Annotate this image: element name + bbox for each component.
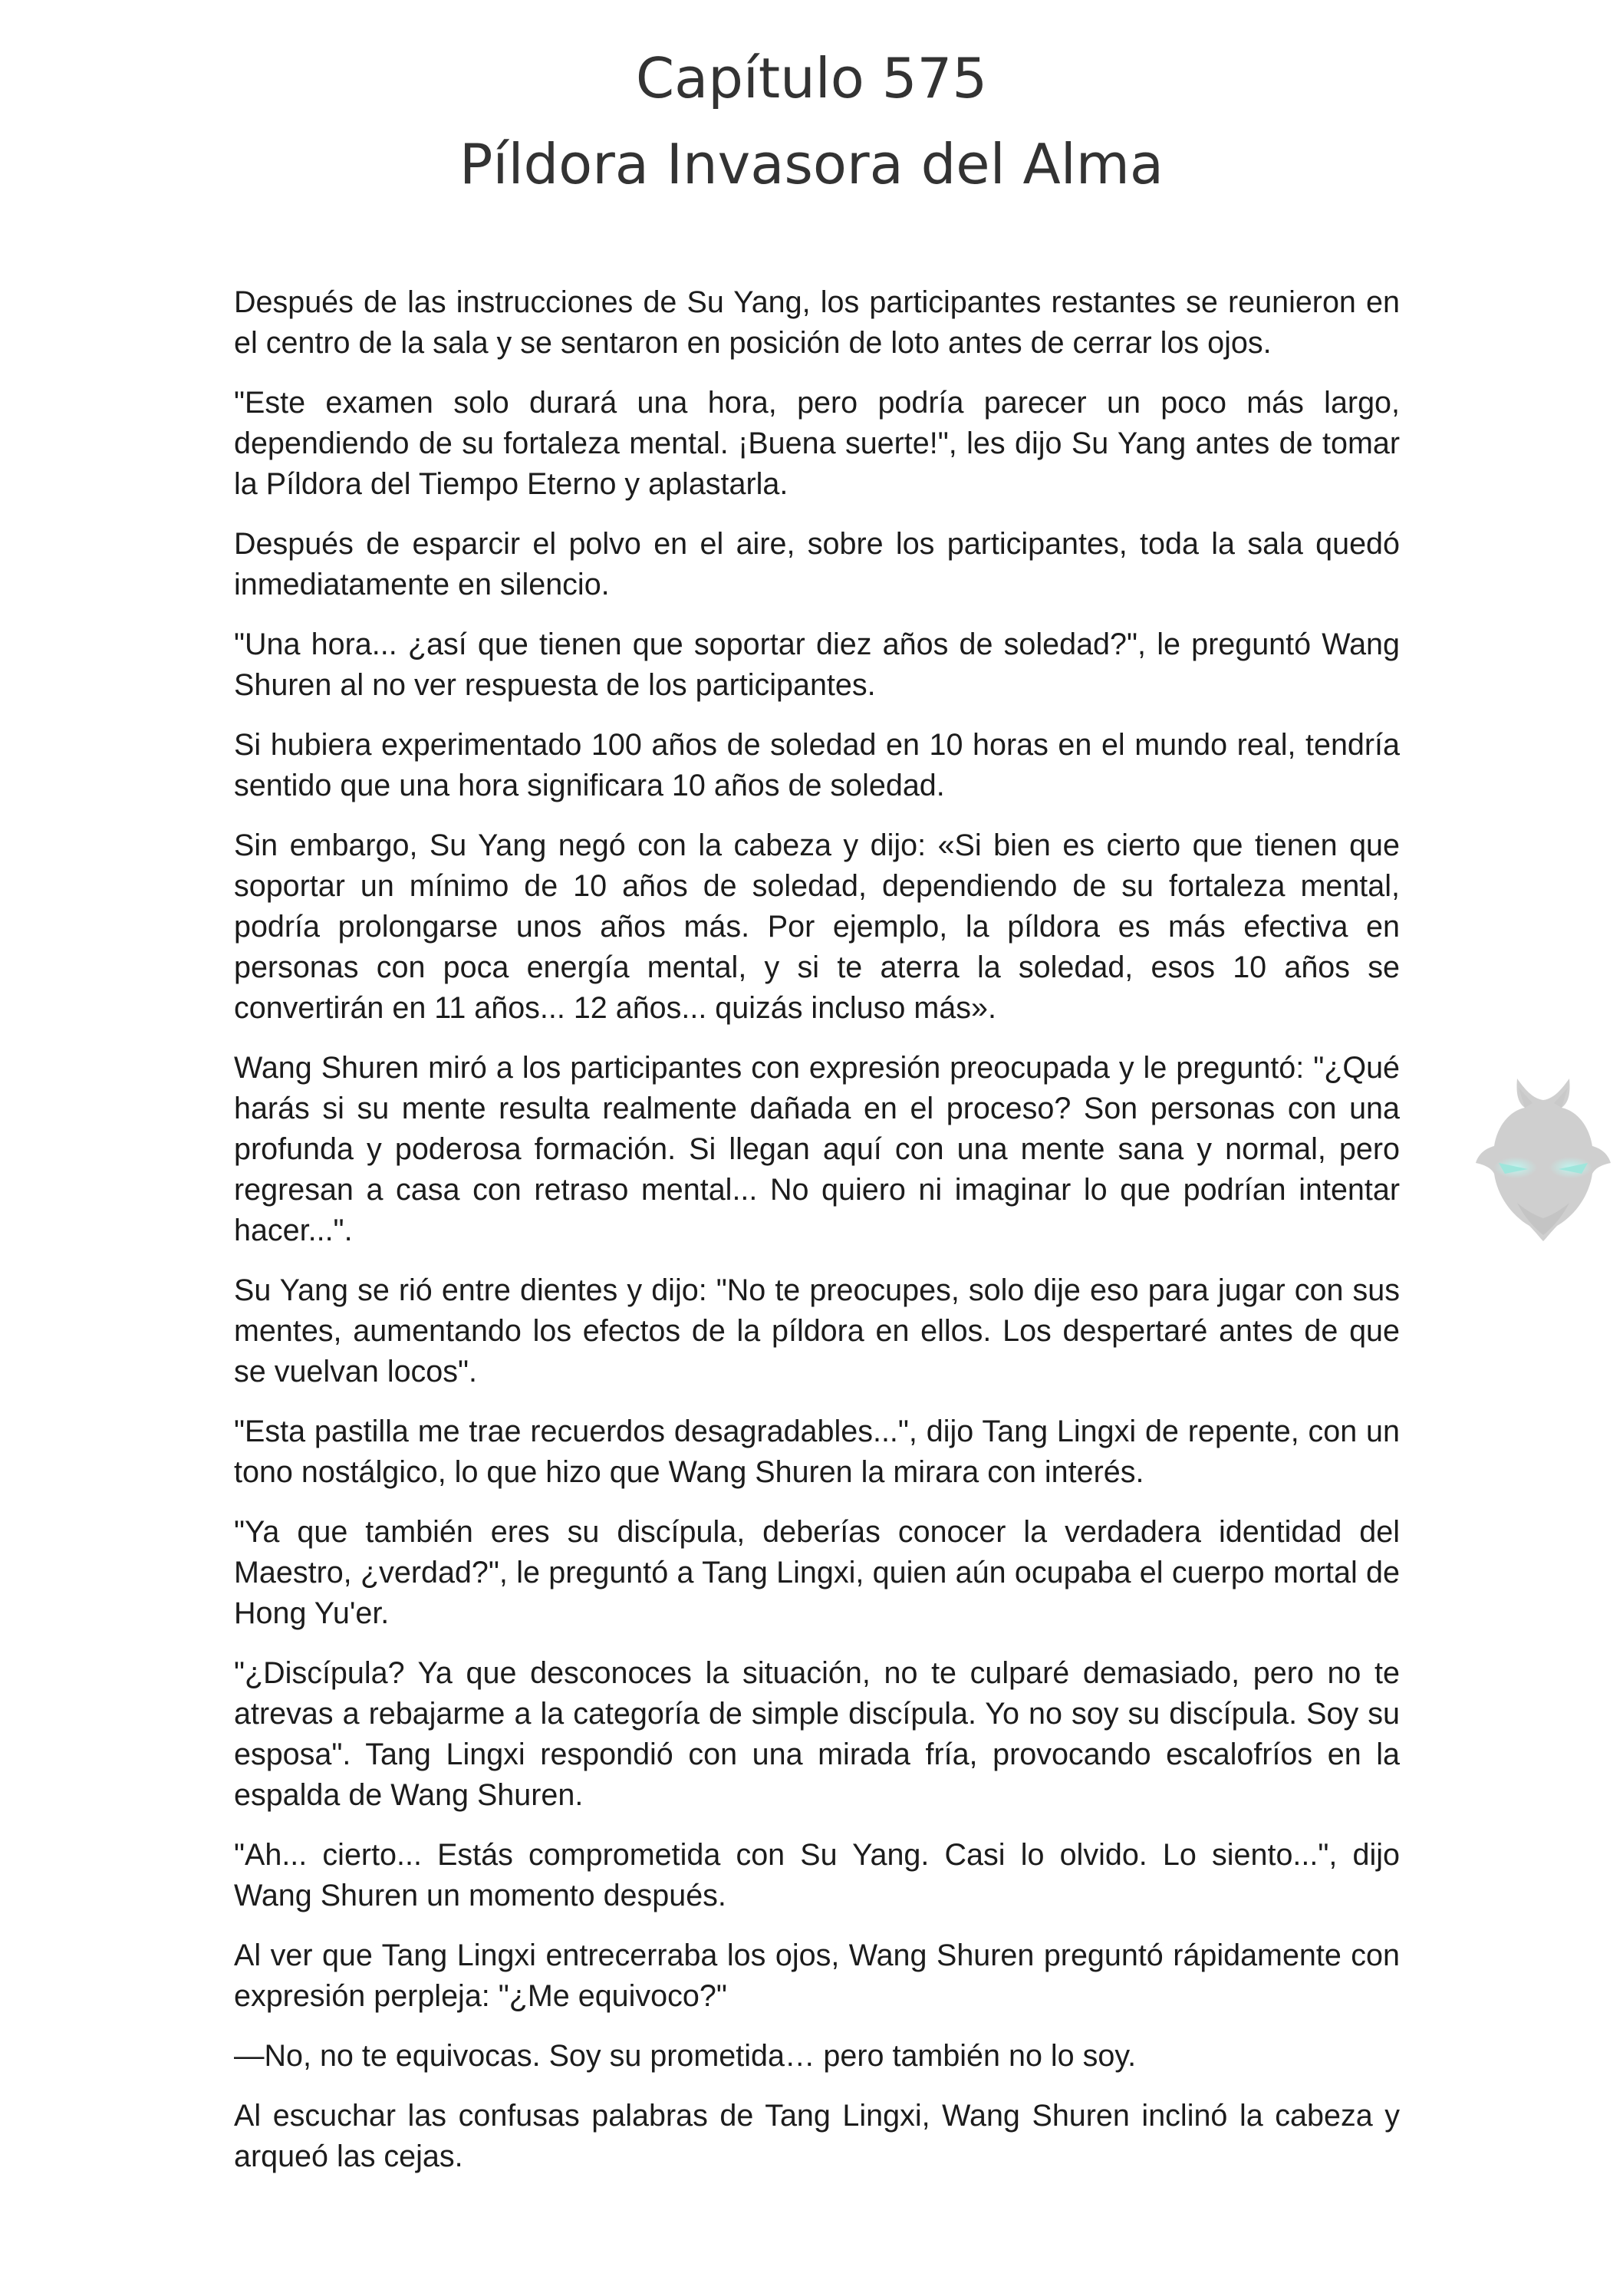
chapter-number: Capítulo 575	[635, 46, 988, 110]
demon-head-logo-icon	[1471, 1072, 1615, 1243]
paragraph: Después de las instrucciones de Su Yang, los participantes restantes se reunieron en el centro de la sala y se sentaron en posición de loto antes de cerrar los ojos.	[234, 285, 1400, 360]
paragraph: Al ver que Tang Lingxi entrecerraba los ojos, Wang Shuren preguntó rápidamente con expresión perpleja: "¿Me equivoco?"	[234, 1939, 1400, 2013]
paragraph: "Este examen solo durará una hora, pero podría parecer un poco más largo, dependiendo de su fortaleza mental. ¡Buena suerte!", les dijo Su Yang antes de tomar la Píldora del Tiempo Eterno y aplastarla.	[234, 386, 1400, 501]
paragraph: "¿Discípula? Ya que desconoces la situación, no te culparé demasiado, pero no te atrevas a rebajarme a la categoría de simple discípula. Yo no soy su discípula. Soy su esposa". Tang Lingxi respondió con una mirada fría, provocando escalofríos en la espalda de Wang Shuren.	[234, 1656, 1400, 1812]
paragraph: "Ya que también eres su discípula, deberías conocer la verdadera identidad del Maestro, ¿verdad?", le preguntó a Tang Lingxi, quien aún ocupaba el cuerpo mortal de Hong Yu'er.	[234, 1515, 1400, 1630]
chapter-name: Píldora Invasora del Alma	[459, 132, 1164, 196]
paragraph: "Esta pastilla me trae recuerdos desagradables...", dijo Tang Lingxi de repente, con un tono nostálgico, lo que hizo que Wang Shuren la mirara con interés.	[234, 1415, 1400, 1489]
chapter-body	[234, 282, 1400, 2196]
paragraph: Si hubiera experimentado 100 años de soledad en 10 horas en el mundo real, tendría sentido que una hora significara 10 años de soledad.	[234, 728, 1400, 802]
paragraph: Wang Shuren miró a los participantes con expresión preocupada y le preguntó: "¿Qué harás si su mente resulta realmente dañada en el proceso? Son personas con una profunda y poderosa formación. Si llegan aquí con una mente sana y normal, pero regresan a casa con retraso mental... No quiero ni imaginar lo que podrían intentar hacer...".	[234, 1051, 1400, 1247]
paragraph: Su Yang se rió entre dientes y dijo: "No te preocupes, solo dije eso para jugar con sus mentes, aumentando los efectos de la píldora en ellos. Los despertaré antes de que se vuelvan locos".	[234, 1273, 1400, 1388]
paragraph: —No, no te equivocas. Soy su prometida… pero también no lo soy.	[234, 2039, 1137, 2073]
paragraph: Después de esparcir el polvo en el aire, sobre los participantes, toda la sala quedó inmediatamente en silencio.	[234, 527, 1400, 601]
paragraph: Sin embargo, Su Yang negó con la cabeza y dijo: «Si bien es cierto que tienen que soportar un mínimo de 10 años de soledad, dependiendo de su fortaleza mental, podría prolongarse unos años más. Por ejemplo, la píldora es más efectiva en personas con poca energía mental, y si te aterra la soledad, esos 10 años se convertirán en 11 años... 12 años... quizás incluso más».	[234, 828, 1400, 1025]
paragraph: "Una hora... ¿así que tienen que soportar diez años de soledad?", le preguntó Wang Shuren al no ver respuesta de los participantes.	[234, 628, 1400, 702]
chapter-title	[0, 35, 1623, 207]
paragraph: "Ah... cierto... Estás comprometida con Su Yang. Casi lo olvido. Lo siento...", dijo Wang Shuren un momento después.	[234, 1838, 1400, 1912]
paragraph: Al escuchar las confusas palabras de Tang Lingxi, Wang Shuren inclinó la cabeza y arqueó las cejas.	[234, 2099, 1400, 2173]
